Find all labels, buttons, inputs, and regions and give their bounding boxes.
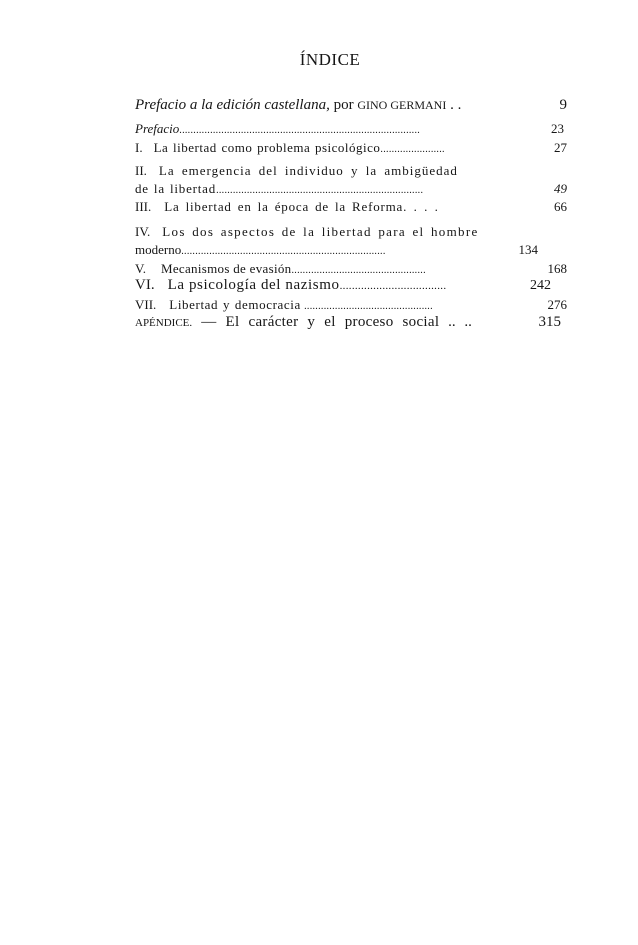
entry-page-number: 315	[538, 314, 561, 330]
toc-entry-preface-spanish	[135, 98, 461, 113]
chapter-number: III.	[135, 199, 152, 214]
entry-page-number: 23	[551, 121, 564, 136]
entry-leader-dots: .......................	[380, 144, 445, 155]
entry-title: Libertad y democracia	[169, 297, 301, 312]
chapter-number: VII.	[135, 297, 157, 312]
entry-page-number: 9	[559, 97, 567, 113]
entry-title: La libertad como problema psicológico	[153, 140, 381, 155]
entry-leader-dots: . .	[446, 97, 462, 113]
entry-label: APÉNDICE.	[135, 317, 193, 329]
entry-title: — El carácter y el proceso social	[192, 314, 440, 330]
entry-page-number: 168	[547, 261, 567, 276]
chapter-number: IV.	[135, 224, 151, 239]
chapter-number: VI.	[135, 277, 155, 293]
toc-entry-chapter-2-cont	[135, 182, 423, 196]
toc-entry-chapter-6	[135, 278, 446, 293]
toc-entry-chapter-3	[135, 200, 440, 213]
toc-entry-chapter-5	[135, 262, 426, 276]
entry-by: por	[329, 97, 358, 113]
entry-title: Prefacio a la edición castellana,	[135, 97, 330, 113]
entry-leader-dots: ...................................	[339, 280, 447, 292]
entry-leader-dots: ..............................................	[304, 301, 433, 312]
toc-entry-chapter-1	[135, 141, 445, 155]
toc-entry-chapter-4	[135, 225, 479, 238]
entry-title-cont: de la libertad	[135, 181, 217, 196]
entry-leader-dots: ..........................................................................	[216, 185, 424, 196]
entry-author: GINO GERMANI	[357, 98, 447, 112]
entry-leader-dots: .. ..	[439, 314, 472, 330]
page-title: ÍNDICE	[299, 50, 361, 69]
toc-entry-chapter-7	[135, 298, 433, 312]
entry-title: Mecanismos de evasión	[160, 261, 292, 276]
entry-leader-dots: ......................................................................................	[179, 125, 421, 136]
entry-page-number: 276	[547, 297, 567, 312]
toc-entry-preface	[135, 122, 420, 136]
chapter-number: I.	[135, 140, 143, 155]
chapter-number: II.	[135, 163, 147, 178]
entry-title: La libertad en la época de la Reforma	[164, 199, 404, 214]
entry-page-number: 49	[554, 181, 567, 196]
entry-title: La psicología del nazismo	[167, 277, 340, 293]
entry-leader-dots: ................................................	[291, 265, 426, 276]
chapter-number: V.	[135, 261, 146, 276]
entry-title-cont: moderno	[135, 242, 182, 257]
entry-leader-dots: .........................................................................	[181, 246, 386, 257]
entry-page-number: 134	[518, 242, 538, 257]
entry-page-number: 66	[554, 199, 567, 214]
entry-title: Los dos aspectos de la libertad para el hombre	[162, 224, 479, 239]
toc-entry-chapter-2	[135, 164, 458, 177]
entry-title: Prefacio	[135, 121, 180, 136]
entry-page-number: 27	[554, 140, 567, 155]
entry-page-number: 242	[530, 278, 551, 293]
toc-entry-appendix	[135, 315, 472, 330]
toc-entry-chapter-4-cont	[135, 243, 386, 257]
entry-title: La emergencia del individuo y la ambigüedad	[158, 163, 458, 178]
entry-leader-dots: . . . .	[403, 199, 440, 214]
